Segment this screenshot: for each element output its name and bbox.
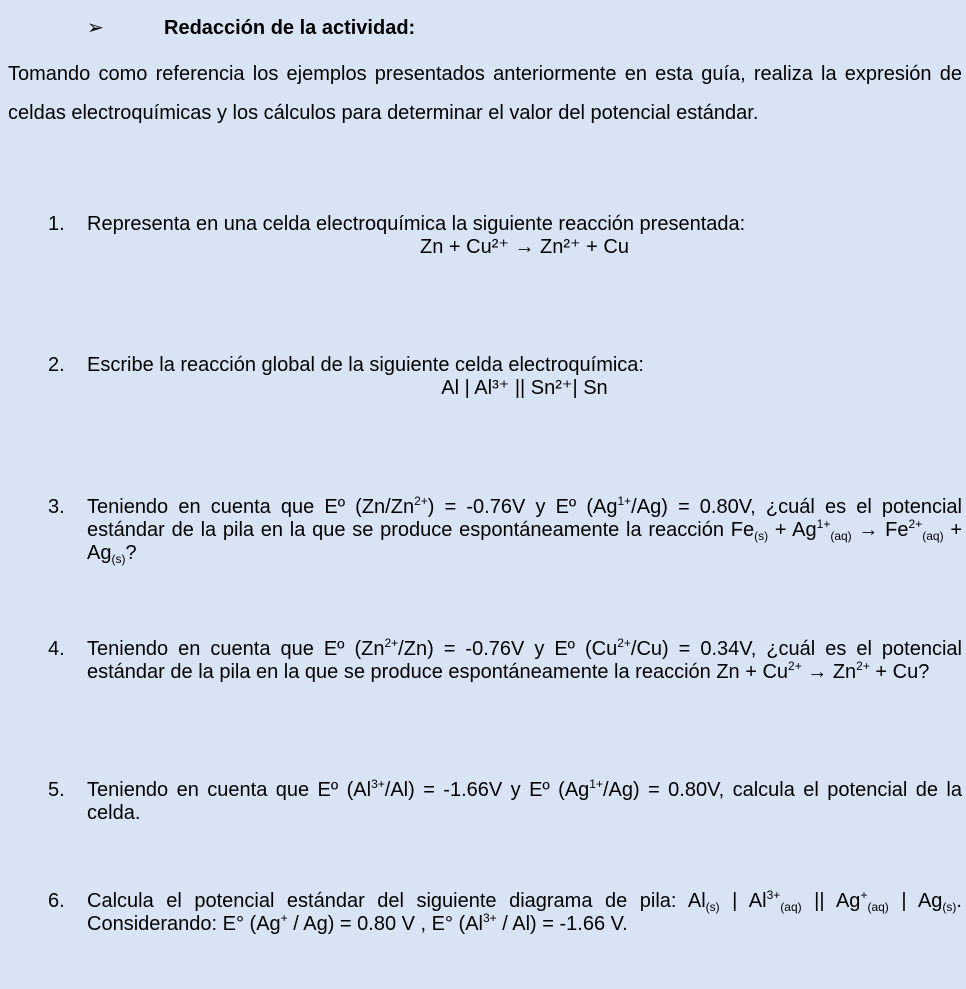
item-text: Calcula el potencial estándar del siguiente diagrama de pila: $Al_{(s)}$ | $Al^{3+}_{(aq)}$ || $Ag^+_{(aq)}$ | $Ag_{(s)}$. Considerando: E° (Ag+ / Ag) = 0.80 V , E° $(Al^{3+} / Al) = -1.66$ V. xyxy=(87,888,962,935)
item-number: 5. xyxy=(48,779,65,801)
list-item xyxy=(48,496,962,565)
activity-heading xyxy=(0,14,966,44)
list-item xyxy=(48,213,962,259)
item-text: Teniendo en cuenta que Eº $(Al^{3+}/Al) = -1.66V$ y Eº $(Ag^{1+}/Ag) = 0.80V$, calcula el potencial de la celda. xyxy=(87,777,963,824)
item-text: Escribe la reacción global de la siguiente celda electroquímica: xyxy=(87,354,644,376)
item-text: Representa en una celda electroquímica la siguiente reacción presentada: xyxy=(87,213,746,235)
arrow-bullet-icon: ➢ xyxy=(87,17,104,39)
item-text: Teniendo en cuenta que Eº $(Zn/Zn^{2+}) = -0.76V$ y Eº $(Ag^{1+}/Ag) = 0.80V$, ¿cuál es el potencial estándar de la pila en la que se produce espontáneamente la reacción $Fe_{(s)} + Ag^{1+}_{(aq)} \to Fe^{2+}_{(aq)} + Ag_{(s)}$? xyxy=(87,494,962,566)
item-number: 1. xyxy=(48,213,65,235)
item-number: 3. xyxy=(48,496,65,518)
intro-paragraph: Tomando como referencia los ejemplos presentados anteriormente en esta guía, realiza la expresión de celdas electroquímicas y los cálculos para determinar el valor del potencial estándar. xyxy=(8,63,962,124)
item-number: 4. xyxy=(48,638,65,660)
list-item xyxy=(48,890,962,936)
heading-title: Redacción de la actividad: xyxy=(164,17,416,39)
item-equation: Zn + Cu²⁺ → Zn²⁺ + Cu xyxy=(420,236,629,258)
list-item xyxy=(48,638,962,684)
item-text: Teniendo en cuenta que Eº $(Zn^{2+}/Zn) = -0.76V$ y Eº $(Cu^{2+}/Cu) = 0.34V$, ¿cuál es el potencial estándar de la pila en la que se produce espontáneamente la reacción $Zn + Cu^{2+} \to Zn^{2+} + Cu$? xyxy=(87,636,962,683)
item-number: 2. xyxy=(48,354,65,376)
item-equation: Al | Al³⁺ || Sn²⁺| Sn xyxy=(441,377,608,399)
list-item xyxy=(48,779,962,825)
item-number: 6. xyxy=(48,890,65,912)
list-item xyxy=(48,354,962,400)
